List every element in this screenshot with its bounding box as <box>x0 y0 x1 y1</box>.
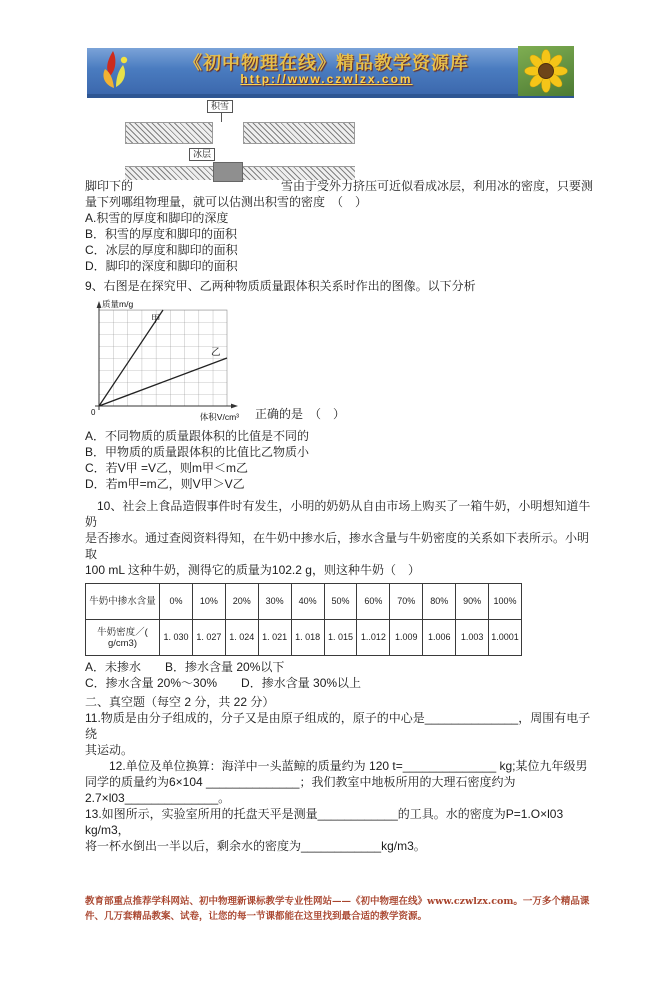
question-8-line-1 <box>85 178 593 194</box>
page-footer <box>85 894 625 924</box>
table-row-label: 牛奶中掺水含量 <box>86 584 160 620</box>
table-cell: 1.003 <box>456 620 489 656</box>
table-row-water-content <box>86 584 522 620</box>
footer-line-2: 件、几万套精品教案、试卷，让您的每一节课都能在这里找到最合适的教学资源。 <box>85 911 428 922</box>
site-logo-icon <box>93 49 139 93</box>
question-11-line-1: 11.物质是由分子组成的，分子又是由原子组成的，原子的中心是______________，周围有电子绕 <box>85 711 591 741</box>
table-cell: 30% <box>258 584 291 620</box>
graph-xlabel: 体积V/cm³ <box>199 412 239 422</box>
question-8-line-1-rest: 雪由于受外力挤压可近似看成冰层，利用冰的密度，只要测 <box>281 179 594 193</box>
question-12-line-1: 12.单位及单位换算：海洋中一头蓝鲸的质量约为 120 t=______________ kg;某位九年级男 <box>85 759 588 773</box>
snow-layer-left <box>125 122 213 144</box>
question-9-graph-row <box>87 298 595 426</box>
table-cell: 60% <box>357 584 390 620</box>
table-cell: 1. 015 <box>324 620 357 656</box>
q10-options-line-1: A．未掺水 B．掺水含量 20%以下 <box>85 660 285 674</box>
q8-option-c: C．冰层的厚度和脚印的面积 <box>85 243 238 257</box>
mass-volume-graph <box>87 298 245 426</box>
table-cell: 50% <box>324 584 357 620</box>
table-cell: 100% <box>489 584 522 620</box>
footer-line-1: 教育部重点推荐学科网站、初中物理新课标教学专业性网站——《初中物理在线》www.czwlzx.com。一万多个精品课 <box>85 896 590 907</box>
question-12-line-2: 同学的质量约为6×104 ______________；我们教室中地板所用的大理石密度约为 <box>85 775 516 789</box>
section-2-title: 二、真空题（每空 2 分，共 22 分） <box>85 695 275 709</box>
question-12-line-3: 2.7×l03______________。 <box>85 791 231 805</box>
snow-label: 积雪 <box>207 100 233 113</box>
question-13-line-1: 13.如图所示，实验室所用的托盘天平是测量____________的工具。水的密度为P=1.O×l03 kg/m3， <box>85 807 564 837</box>
table-cell: 1. 018 <box>291 620 324 656</box>
table-cell: 1.0001 <box>489 620 522 656</box>
question-10-stem-line-2: 是否掺水。通过查阅资料得知，在牛奶中掺水后，掺水含量与牛奶密度的关系如下表所示。小明取 <box>85 531 590 561</box>
x-axis-arrow <box>231 404 238 409</box>
q8-option-d: D．脚印的深度和脚印的面积 <box>85 259 238 273</box>
sunflower-icon <box>524 49 568 93</box>
series-label-yi: 乙 <box>211 347 221 358</box>
table-cell: 1..012 <box>357 620 390 656</box>
question-10-stem-line-1: 10、社会上食品造假事件时有发生，小明的奶奶从自由市场上购买了一箱牛奶，小明想知道牛奶 <box>85 499 591 529</box>
table-cell: 1. 024 <box>225 620 258 656</box>
q9-option-d: D．若m甲=m乙，则V甲＞V乙 <box>85 477 245 491</box>
graph-grid <box>99 310 227 406</box>
table-cell: 1.009 <box>390 620 423 656</box>
question-13-line-2: 将一杯水倒出一半以后，剩余水的密度为____________kg/m3。 <box>85 839 426 853</box>
question-8-lead: 脚印下的 <box>85 179 134 193</box>
table-cell: 20% <box>225 584 258 620</box>
table-row-label: 牛奶密度／( g/cm3) <box>86 620 160 656</box>
question-11-line-2: 其运动。 <box>85 743 134 757</box>
table-cell: 90% <box>456 584 489 620</box>
table-cell: 1. 030 <box>160 620 193 656</box>
snow-layer-right <box>243 122 355 144</box>
compressed-ice-block <box>213 162 243 182</box>
table-cell: 70% <box>390 584 423 620</box>
table-cell: 1. 021 <box>258 620 291 656</box>
ice-label: 冰层 <box>189 148 215 161</box>
banner-title: 《初中物理在线》精品教学资源库 <box>184 53 469 73</box>
milk-density-table <box>85 583 522 656</box>
question-8-figure-row <box>85 98 595 194</box>
q8-option-b: B．积雪的厚度和脚印的面积 <box>85 227 238 241</box>
table-cell: 10% <box>192 584 225 620</box>
worksheet-page <box>0 48 661 984</box>
y-axis-arrow <box>97 301 102 308</box>
sunflower-image <box>518 46 574 96</box>
question-9-tail: 正确的是 （ ） <box>255 407 346 421</box>
document-body <box>0 98 661 854</box>
graph-ylabel: 质量m/g <box>102 299 134 309</box>
question-10-stem-line-3: 100 mL 这种牛奶，测得它的质量为102.2 g，则这种牛奶（ ） <box>85 563 420 577</box>
graph-origin-label: 0 <box>91 408 96 417</box>
table-row-milk-density <box>86 620 522 656</box>
table-cell: 1.006 <box>423 620 456 656</box>
q9-option-b: B．甲物质的质量跟体积的比值比乙物质小 <box>85 445 310 459</box>
banner-url-link[interactable]: http://www.czwlzx.com <box>240 72 413 86</box>
table-cell: 0% <box>160 584 193 620</box>
question-9-stem: 9、右图是在探究甲、乙两种物质质量跟体积关系时作出的图像。以下分析 <box>85 279 476 293</box>
snow-pointer-line <box>221 113 222 122</box>
site-banner <box>87 48 574 98</box>
q8-option-a: A.积雪的厚度和脚印的深度 <box>85 211 229 225</box>
table-cell: 80% <box>423 584 456 620</box>
table-cell: 1. 027 <box>192 620 225 656</box>
table-cell: 40% <box>291 584 324 620</box>
q9-option-a: A．不同物质的质量跟体积的比值是不同的 <box>85 429 310 443</box>
question-8-line-2: 量下列哪组物理量，就可以估测出积雪的密度 （ ） <box>85 195 368 209</box>
torch-logo-icon <box>93 49 139 93</box>
series-label-jia: 甲 <box>151 314 161 325</box>
banner-text-block <box>139 55 518 87</box>
snow-ice-figure <box>125 100 355 184</box>
q9-option-c: C．若V甲 =V乙，则m甲＜m乙 <box>85 461 249 475</box>
q10-options-line-2: C．掺水含量 20%～30% D．掺水含量 30%以上 <box>85 676 362 690</box>
